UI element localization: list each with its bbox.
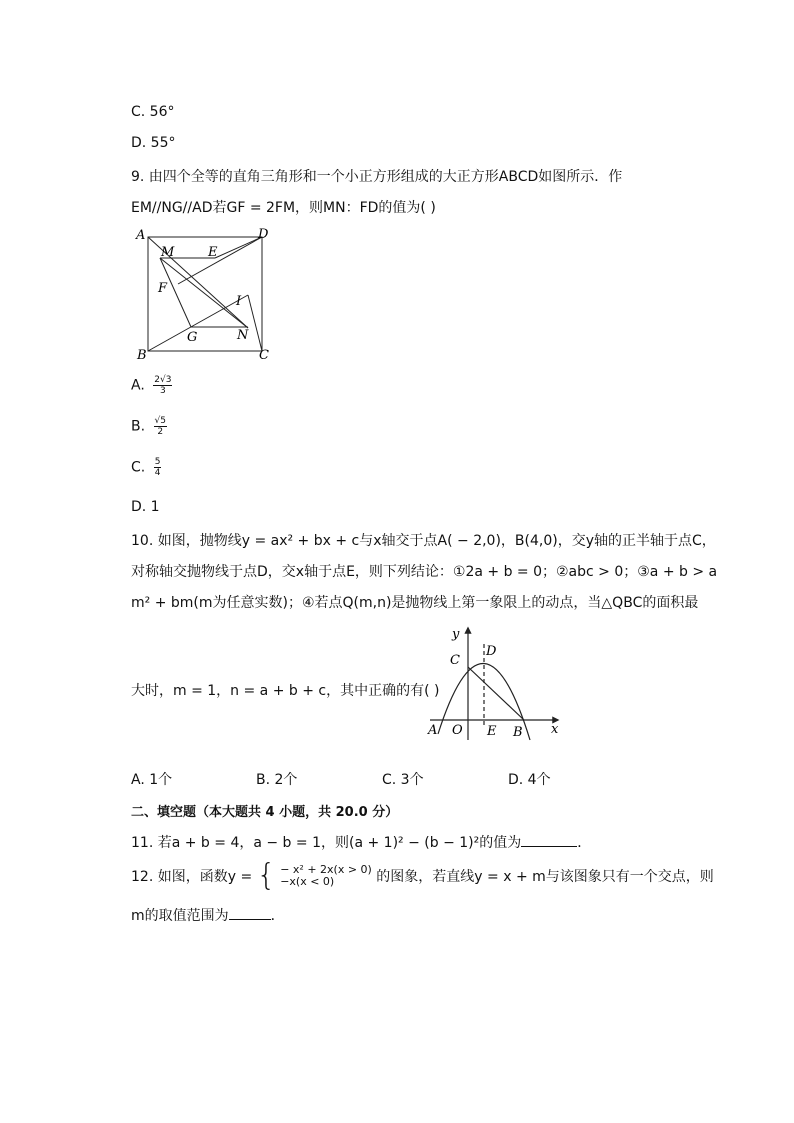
q9-figure: [130, 225, 280, 365]
q9-stem-line2: EM//NG//AD若GF = 2FM，则MN：FD的值为( ): [131, 200, 436, 216]
label-N: N: [237, 328, 249, 343]
q11: 11. 若a + b = 4，a − b = 1，则(a + 1)² − (b − 1)²的值为 ．: [131, 835, 592, 851]
label-E: E: [487, 724, 497, 739]
q9-option-b: B. $\frac{√5}{2}$: [131, 416, 166, 437]
q10-option-c: C. 3个: [382, 772, 424, 788]
q10-stem-line3: m² + bm(m为任意实数)；④若点Q(m,n)是抛物线上第一象限上的动点，当△QBC的面积最: [131, 595, 699, 611]
q10-stem-line4: 大时，m = 1，n = a + b + c，其中正确的有( ): [131, 683, 440, 699]
q10-option-b: B. 2个: [256, 772, 298, 788]
q10-stem-line2: 对称轴交抛物线于点D，交x轴于点E，则下列结论：①2a + b = 0；②abc > 0；③a + b > a: [131, 564, 718, 580]
section-title: 二、填空题（本大题共 4 小题，共 20.0 分）: [131, 805, 399, 820]
label-G: G: [187, 330, 198, 345]
label-B: B: [137, 348, 147, 363]
q12-line2: m的取值范围为 ．: [131, 908, 285, 924]
q9-stem-line1: 9. 由四个全等的直角三角形和一个小正方形组成的大正方形ABCD如图所示．作: [131, 169, 623, 185]
q9-option-a: A. $\frac{2√3}{3}$: [131, 375, 172, 396]
answer-blank[interactable]: [229, 919, 271, 920]
label-C: C: [450, 653, 460, 668]
q9-option-d: D. 1: [131, 499, 160, 515]
q10-stem-line1: 10. 如图，抛物线y = ax² + bx + c与x轴交于点A( − 2,0)，B(4,0)，交y轴的正半轴于点C，: [131, 533, 716, 549]
line-cb: [468, 667, 524, 720]
q12-line1: 12. 如图，函数y = { − x² + 2x(x > 0) −x(x < 0) 的图象，若直线y = x + m与该图象只有一个交点，则: [131, 858, 714, 893]
q10-option-d: D. 4个: [508, 772, 551, 788]
label-y: y: [452, 627, 460, 642]
q10-option-a: A. 1个: [131, 772, 173, 788]
label-I: I: [236, 294, 242, 309]
label-E: E: [208, 245, 218, 260]
label-B: B: [513, 725, 523, 740]
label-A: A: [428, 723, 438, 738]
answer-blank[interactable]: [521, 846, 577, 847]
label-O: O: [452, 723, 463, 738]
q8-option-c: C. 56°: [131, 104, 175, 120]
label-C: C: [259, 348, 269, 363]
label-D: D: [486, 644, 497, 659]
label-F: F: [158, 281, 168, 296]
label-A: A: [136, 228, 146, 243]
label-M: M: [161, 245, 175, 260]
label-x: x: [551, 722, 559, 737]
q10-graph: [420, 622, 570, 744]
label-D: D: [258, 227, 269, 242]
q8-option-d: D. 55°: [131, 135, 176, 151]
q9-option-c: C. $\frac{5}{4}$: [131, 457, 161, 478]
